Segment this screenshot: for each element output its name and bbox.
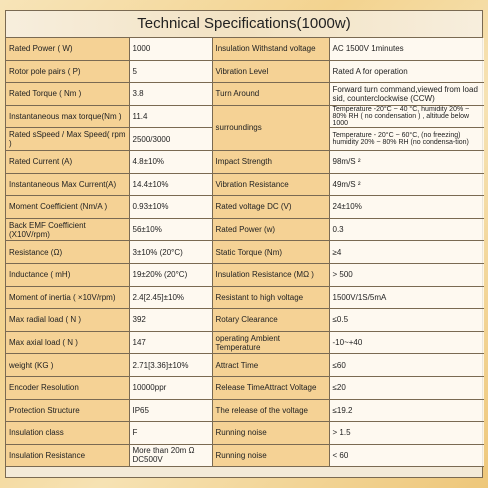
spec-value: 2.71[3.36]±10%	[129, 354, 212, 377]
table-row	[6, 354, 484, 377]
spec-label: Release TimeAttract Voltage	[212, 376, 329, 399]
spec-table	[6, 38, 484, 467]
spec-label: Impact Strength	[212, 150, 329, 173]
spec-label: Rated sSpeed / Max Speed( rpm )	[6, 128, 129, 151]
spec-label: Rated Power ( W)	[6, 38, 129, 60]
table-row	[6, 60, 484, 83]
sheet-title: Technical Specifications(1000w)	[6, 11, 482, 38]
spec-value: 4.8±10%	[129, 150, 212, 173]
spec-label: Insulation class	[6, 422, 129, 445]
spec-label: Protection Structure	[6, 399, 129, 422]
spec-value: ≤19.2	[329, 399, 484, 422]
spec-value: < 60	[329, 444, 484, 467]
table-row	[6, 241, 484, 264]
spec-value: 19±20% (20°C)	[129, 263, 212, 286]
spec-label: Resistant to high voltage	[212, 286, 329, 309]
spec-label: Insulation Resistance	[6, 444, 129, 467]
table-row	[6, 218, 484, 241]
table-row	[6, 444, 484, 467]
table-row	[6, 286, 484, 309]
spec-value: 3.8	[129, 83, 212, 106]
spec-value: 392	[129, 309, 212, 332]
spec-label: Max radial load ( N )	[6, 309, 129, 332]
spec-label: Rated Torque ( Nm )	[6, 83, 129, 106]
table-row	[6, 173, 484, 196]
spec-label: Instantaneous max torque(Nm )	[6, 105, 129, 128]
spec-value: ≤60	[329, 354, 484, 377]
spec-label: Back EMF Coefficient (X10V/rpm)	[6, 218, 129, 241]
table-row	[6, 38, 484, 60]
spec-label: Rated voltage DC (V)	[212, 196, 329, 219]
spec-value: 5	[129, 60, 212, 83]
spec-label: operating Ambient Temperature	[212, 331, 329, 354]
table-row	[6, 83, 484, 106]
spec-label: Rated Power (w)	[212, 218, 329, 241]
spec-value: > 1.5	[329, 422, 484, 445]
spec-label: Instantaneous Max Current(A)	[6, 173, 129, 196]
table-row	[6, 105, 484, 128]
spec-value: AC 1500V 1minutes	[329, 38, 484, 60]
spec-label: Rotary Clearance	[212, 309, 329, 332]
spec-label: The release of the voltage	[212, 399, 329, 422]
spec-value: 1000	[129, 38, 212, 60]
spec-label: Running noise	[212, 422, 329, 445]
spec-label: weight (KG )	[6, 354, 129, 377]
spec-label: surroundings	[212, 105, 329, 150]
spec-value: 1500V/1S/5mA	[329, 286, 484, 309]
spec-value: IP65	[129, 399, 212, 422]
spec-value: ≥4	[329, 241, 484, 264]
table-row	[6, 331, 484, 354]
spec-value: 2500/3000	[129, 128, 212, 151]
spec-label: Resistance (Ω)	[6, 241, 129, 264]
spec-label: Rotor pole pairs ( P)	[6, 60, 129, 83]
spec-label: Max axial load ( N )	[6, 331, 129, 354]
table-row	[6, 399, 484, 422]
spec-label: Static Torque (Nm)	[212, 241, 329, 264]
table-row	[6, 263, 484, 286]
spec-label: Turn Around	[212, 83, 329, 106]
spec-value: 24±10%	[329, 196, 484, 219]
table-row	[6, 150, 484, 173]
spec-value: > 500	[329, 263, 484, 286]
spec-value: ≤0.5	[329, 309, 484, 332]
spec-label: Vibration Resistance	[212, 173, 329, 196]
spec-value: ≤20	[329, 376, 484, 399]
spec-value: Rated A for operation	[329, 60, 484, 83]
spec-label: Rated Current (A)	[6, 150, 129, 173]
spec-value: 2.4[2.45]±10%	[129, 286, 212, 309]
spec-value: Forward turn command,viewed from load sid, counterclockwise (CCW)	[329, 83, 484, 106]
table-row	[6, 376, 484, 399]
spec-value: More than 20m Ω DC500V	[129, 444, 212, 467]
spec-value: 98m/S ²	[329, 150, 484, 173]
spec-label: Insulation Withstand voltage	[212, 38, 329, 60]
spec-value: 0.3	[329, 218, 484, 241]
spec-sheet	[5, 10, 483, 478]
spec-value: Temperature -20°C ~ 40 °C, humidity 20% ~ 80% RH ( no condensation ) , altitude below 1000	[329, 105, 484, 128]
table-row	[6, 422, 484, 445]
spec-label: Inductance ( mH)	[6, 263, 129, 286]
spec-value: 147	[129, 331, 212, 354]
spec-value: 3±10% (20°C)	[129, 241, 212, 264]
spec-label: Encoder Resolution	[6, 376, 129, 399]
spec-label: Moment Coefficient (Nm/A )	[6, 196, 129, 219]
spec-label: Moment of inertia ( ×10V/rpm)	[6, 286, 129, 309]
spec-label: Attract Time	[212, 354, 329, 377]
spec-value: 10000ppr	[129, 376, 212, 399]
spec-label: Vibration Level	[212, 60, 329, 83]
spec-label: Insulation Resistance (MΩ )	[212, 263, 329, 286]
spec-value: F	[129, 422, 212, 445]
spec-value: 11.4	[129, 105, 212, 128]
spec-value: 0.93±10%	[129, 196, 212, 219]
spec-value: 14.4±10%	[129, 173, 212, 196]
table-row	[6, 309, 484, 332]
spec-label: Running noise	[212, 444, 329, 467]
spec-value: -10~+40	[329, 331, 484, 354]
spec-value: Temperature - 20°C ~ 60°C, (no freezing) humidity 20% ~ 80% RH (no condensa-tion)	[329, 128, 484, 151]
table-row	[6, 196, 484, 219]
spec-value: 49m/S ²	[329, 173, 484, 196]
spec-value: 56±10%	[129, 218, 212, 241]
